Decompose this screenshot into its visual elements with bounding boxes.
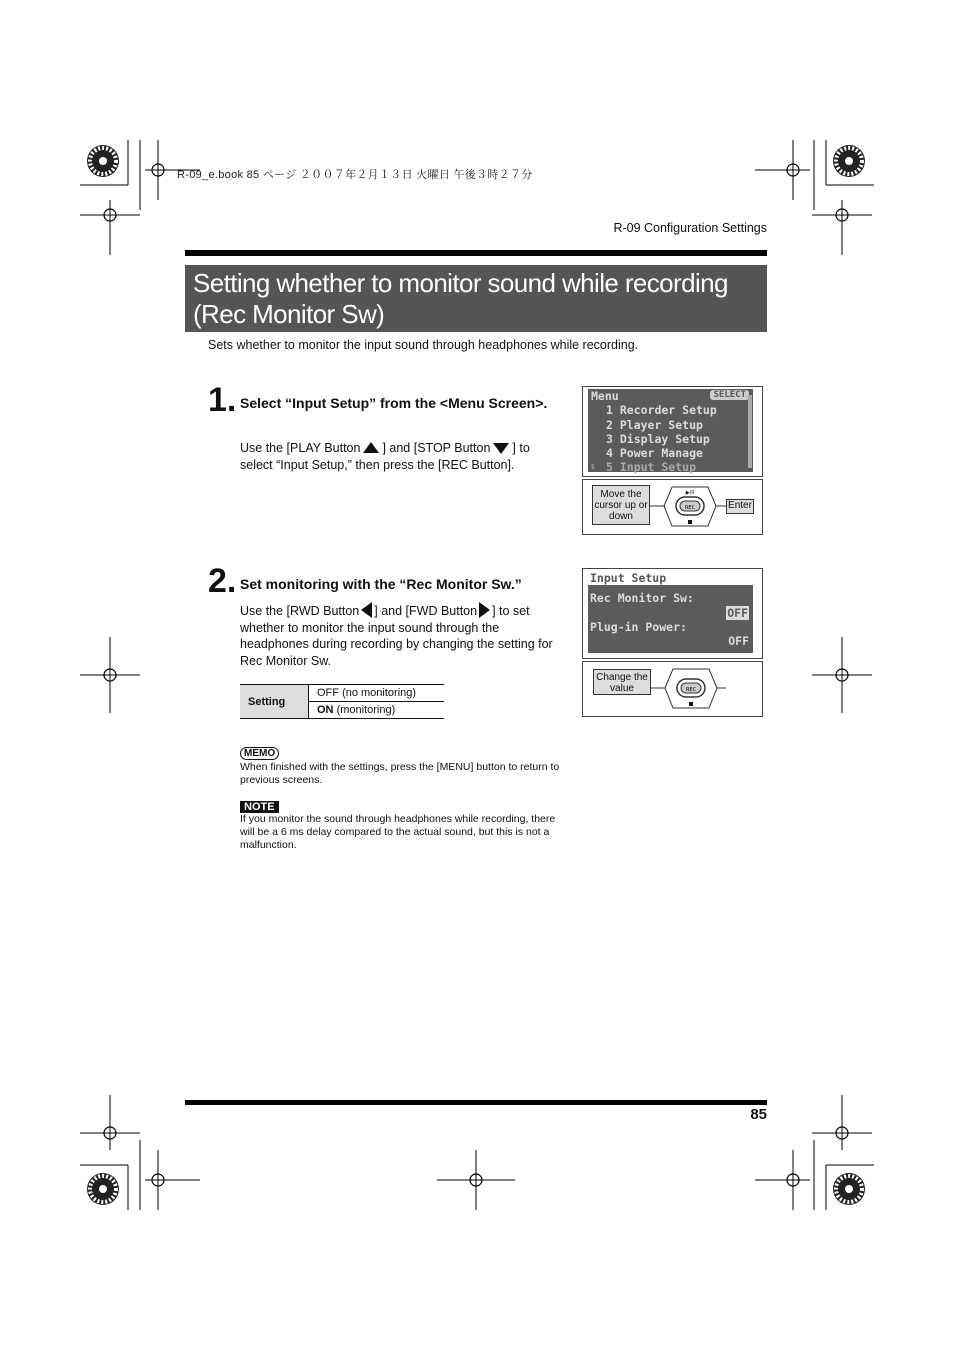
lcd-input-frame <box>582 568 763 659</box>
lcd-input-screen <box>588 571 753 653</box>
lcd-scrollbar <box>748 395 752 468</box>
intro-text: Sets whether to monitor the input sound through headphones while recording. <box>208 338 639 352</box>
section-label: R-09 Configuration Settings <box>613 221 767 235</box>
settings-row-off <box>309 685 445 702</box>
lcd-select-badge: SELECT <box>710 390 749 400</box>
lcd-menu-screen <box>588 389 753 475</box>
file-meta: R-09_e.book 85 ページ ２００７年２月１３日 火曜日 午後３時２７分 <box>177 169 533 181</box>
settings-label: Setting <box>240 685 309 719</box>
lcd-menu-title: Menu <box>591 389 619 403</box>
memo-text: When finished with the settings, press the [MENU] button to return to previous screens. <box>240 761 560 786</box>
play-up-icon <box>363 442 379 453</box>
step-2-body <box>240 602 565 669</box>
rec-button-label: REC <box>684 505 696 511</box>
step-1-body <box>240 440 565 473</box>
step-number-1: 1. <box>208 381 237 419</box>
step-2-body-a: Use the [RWD Button <box>240 604 360 618</box>
top-rule <box>185 250 767 256</box>
lcd-rec-monitor-line: Rec Monitor Sw: <box>590 591 694 606</box>
step-1-heading: Select “Input Setup” from the <Menu Screen>. <box>240 395 548 411</box>
bottom-rule <box>185 1100 767 1105</box>
lcd-menu-item: 4 Power Manage <box>606 446 703 461</box>
control-pad-icon <box>650 482 730 532</box>
memo-tag <box>240 743 279 761</box>
stop-down-icon <box>493 443 509 454</box>
setting-off-value: OFF <box>317 687 339 699</box>
lcd-menu-item: 3 Display Setup <box>606 431 710 446</box>
up-down-arrow-icon: ⇕ <box>590 462 596 473</box>
settings-table <box>240 684 444 719</box>
rec-button-label: REC <box>685 687 697 693</box>
lcd-menu-item: 1 Recorder Setup <box>606 403 717 418</box>
callout-enter: Enter <box>726 499 754 514</box>
step-1-body-c: ] to select “Input Setup,” then press the [REC Button]. <box>240 441 530 472</box>
step-2-body-c: ] to set whether to monitor the input sound through the headphones during recording by changing the setting for Rec Monitor Sw. <box>240 604 553 668</box>
button-diagram-2 <box>582 661 763 717</box>
setting-off-desc: (no monitoring) <box>342 687 417 699</box>
step-2-heading: Set monitoring with the “Rec Monitor Sw.” <box>240 576 522 592</box>
settings-row-on <box>309 702 445 719</box>
rwd-left-icon <box>361 602 372 618</box>
callout-change-value: Change the value <box>593 669 651 695</box>
page-number: 85 <box>750 1106 767 1123</box>
lcd-plugin-power-value: OFF <box>728 634 749 649</box>
lcd-plugin-power-line: Plug-in Power: <box>590 619 687 634</box>
step-1-body-a: Use the [PLAY Button <box>240 441 361 455</box>
setting-on-desc: (monitoring) <box>336 704 396 716</box>
step-number-2: 2. <box>208 562 237 600</box>
page-title: Setting whether to monitor sound while recording (Rec Monitor Sw) <box>193 268 728 329</box>
lcd-menu-item <box>588 460 753 474</box>
play-pause-label: ▶/II <box>685 490 695 496</box>
lcd-menu-frame <box>582 386 763 477</box>
button-diagram-1 <box>582 479 763 535</box>
lcd-input-title: Input Setup <box>588 571 753 585</box>
control-pad-icon <box>651 664 731 714</box>
setting-on-value: ON <box>317 704 334 716</box>
callout-move-cursor: Move the cursor up or down <box>592 485 650 525</box>
lcd-menu-item-selected: 5 Input Setup <box>606 460 697 475</box>
fwd-right-icon <box>479 602 490 618</box>
lcd-menu-item: 2 Player Setup <box>606 417 703 432</box>
lcd-rec-monitor-value: OFF <box>727 605 748 620</box>
note-label: NOTE <box>240 801 279 813</box>
note-text: If you monitor the sound through headphones while recording, there will be a 6 ms delay compared to the actual sound, but this is not a malfunction. <box>240 813 556 851</box>
step-1-body-b: ] and [STOP Button <box>382 441 491 455</box>
step-2-body-b: ] and [FWD Button <box>374 604 478 618</box>
memo-label: MEMO <box>240 747 279 760</box>
